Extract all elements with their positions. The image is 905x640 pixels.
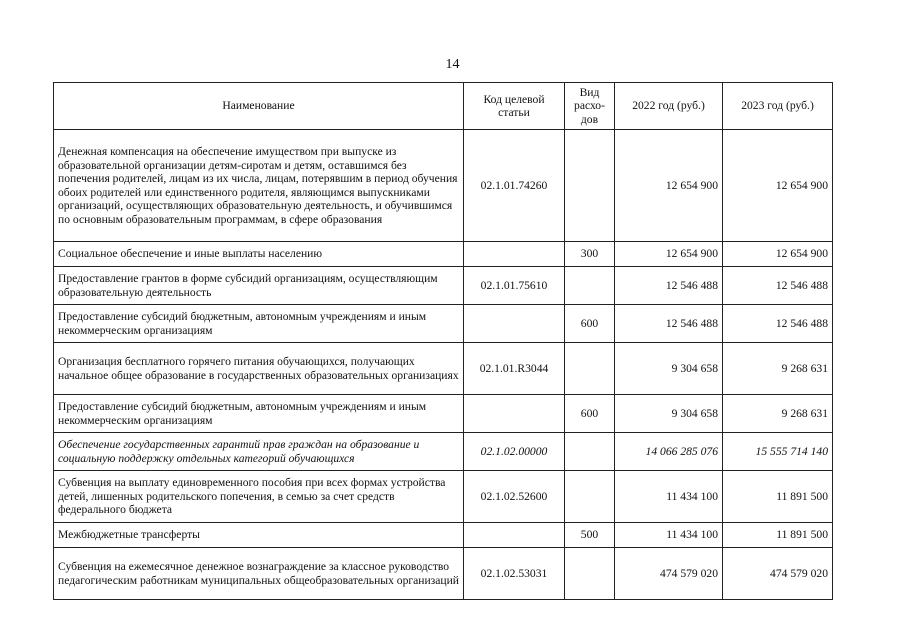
cell-code [464, 305, 565, 343]
cell-code: 02.1.01.R3044 [464, 343, 565, 395]
header-2023: 2023 год (руб.) [723, 83, 833, 130]
cell-name: Денежная компенсация на обеспечение имуществом при выпуске из образовательной организации детям-сиротам и детям, оставшимся без попечения родителей, лицам из их числа, лицам, потерявшим в период обучения обоих родителей или единственного родителя, являющимся выпускниками организаций, осуществляющих образовательную деятельность, и обучившимся по основным образовательным программам, в сфере образования [54, 130, 464, 242]
cell-2023: 474 579 020 [723, 548, 833, 600]
cell-kind [565, 433, 615, 471]
cell-name: Обеспечение государственных гарантий прав граждан на образование и социальную поддержку отдельных категорий обучающихся [54, 433, 464, 471]
cell-kind: 600 [565, 395, 615, 433]
budget-table [53, 82, 833, 600]
cell-name: Субвенция на выплату единовременного пособия при всех формах устройства детей, лишенных родительского попечения, в семью за счет средств федерального бюджета [54, 471, 464, 523]
cell-code [464, 395, 565, 433]
cell-2023: 12 654 900 [723, 242, 833, 267]
cell-code: 02.1.02.52600 [464, 471, 565, 523]
cell-2023: 12 654 900 [723, 130, 833, 242]
cell-name: Межбюджетные трансферты [54, 523, 464, 548]
table-row [54, 548, 833, 600]
cell-code: 02.1.02.00000 [464, 433, 565, 471]
table-header-row [54, 83, 833, 130]
table-row [54, 343, 833, 395]
cell-2022: 11 434 100 [615, 471, 723, 523]
header-2022: 2022 год (руб.) [615, 83, 723, 130]
table-row [54, 242, 833, 267]
cell-name: Предоставление субсидий бюджетным, автономным учреждениям и иным некоммерческим организациям [54, 395, 464, 433]
cell-2022: 12 546 488 [615, 305, 723, 343]
header-kind: Вид расхо-дов [565, 83, 615, 130]
cell-code: 02.1.01.74260 [464, 130, 565, 242]
cell-name: Субвенция на ежемесячное денежное вознаграждение за классное руководство педагогическим работникам муниципальных общеобразовательных организаций [54, 548, 464, 600]
cell-2023: 12 546 488 [723, 305, 833, 343]
cell-2022: 9 304 658 [615, 343, 723, 395]
cell-name: Предоставление грантов в форме субсидий организациям, осуществляющим образовательную деятельность [54, 267, 464, 305]
cell-kind [565, 267, 615, 305]
cell-2023: 9 268 631 [723, 343, 833, 395]
cell-code: 02.1.02.53031 [464, 548, 565, 600]
table-row [54, 471, 833, 523]
cell-2022: 9 304 658 [615, 395, 723, 433]
cell-kind [565, 548, 615, 600]
cell-code: 02.1.01.75610 [464, 267, 565, 305]
cell-2022: 14 066 285 076 [615, 433, 723, 471]
table-row [54, 305, 833, 343]
page-number: 14 [445, 57, 460, 72]
cell-2022: 12 654 900 [615, 242, 723, 267]
cell-kind [565, 471, 615, 523]
header-code: Код целевой статьи [464, 83, 565, 130]
header-name: Наименование [54, 83, 464, 130]
cell-2022: 12 654 900 [615, 130, 723, 242]
cell-name: Предоставление субсидий бюджетным, автономным учреждениям и иным некоммерческим организациям [54, 305, 464, 343]
table-row [54, 433, 833, 471]
cell-2023: 15 555 714 140 [723, 433, 833, 471]
cell-kind [565, 343, 615, 395]
cell-name: Социальное обеспечение и иные выплаты населению [54, 242, 464, 267]
cell-kind: 300 [565, 242, 615, 267]
cell-code [464, 242, 565, 267]
cell-2022: 474 579 020 [615, 548, 723, 600]
table-row [54, 395, 833, 433]
table-row [54, 130, 833, 242]
cell-kind [565, 130, 615, 242]
table-row [54, 523, 833, 548]
cell-2022: 11 434 100 [615, 523, 723, 548]
cell-2023: 11 891 500 [723, 471, 833, 523]
cell-name: Организация бесплатного горячего питания обучающихся, получающих начальное общее образование в государственных образовательных организациях [54, 343, 464, 395]
cell-2023: 11 891 500 [723, 523, 833, 548]
cell-code [464, 523, 565, 548]
cell-2022: 12 546 488 [615, 267, 723, 305]
table-row [54, 267, 833, 305]
cell-kind: 600 [565, 305, 615, 343]
cell-2023: 12 546 488 [723, 267, 833, 305]
cell-kind: 500 [565, 523, 615, 548]
cell-2023: 9 268 631 [723, 395, 833, 433]
